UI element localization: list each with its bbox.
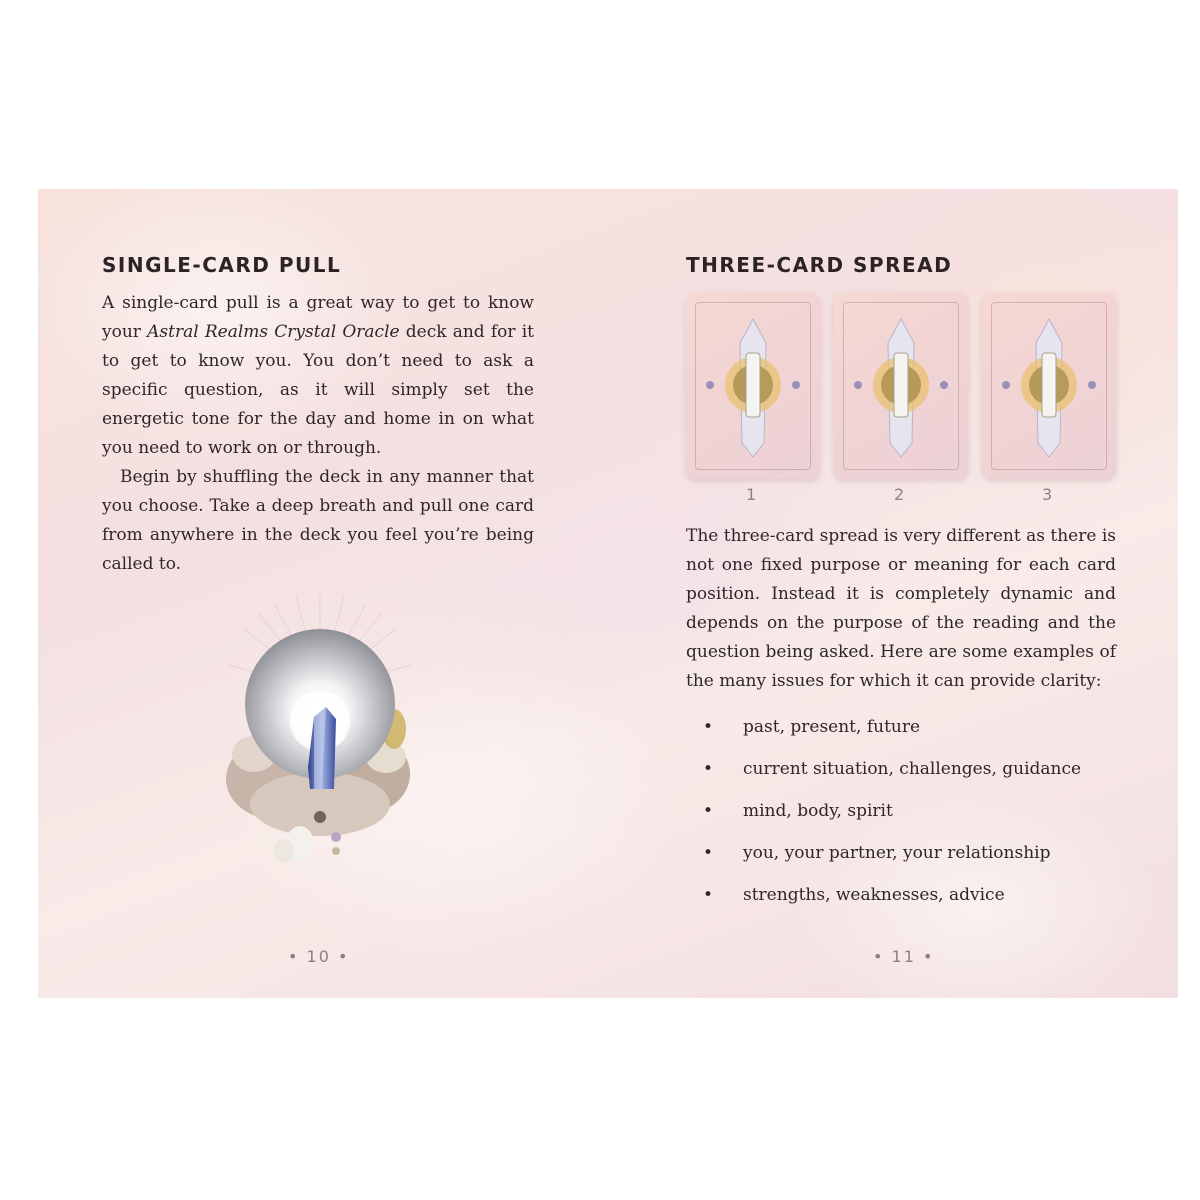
bullet-icon: • xyxy=(703,843,714,863)
book-spread xyxy=(38,189,1178,998)
list-item xyxy=(703,713,1081,755)
three-card-spread-text: The three-card spread is very different as there is not one fixed purpose or meaning for each card position. Instead it is completely dynamic and depends on the purpose of the reading and the question being asked. Here are some examples of the many issues for which it can provide clarity: xyxy=(686,526,1116,691)
card-position-label-1: 1 xyxy=(746,485,757,504)
crystal-emblem-icon xyxy=(982,293,1116,479)
bullet-icon: • xyxy=(703,717,714,737)
paragraph-intro-start: A single-card pull is a great way to get to know your xyxy=(102,293,534,342)
section-heading-three-card-spread: THREE-CARD SPREAD xyxy=(686,253,953,277)
paragraph-instructions: Begin by shuffling the deck in any manner that you choose. Take a deep breath and pull one card from anywhere in the deck you feel you’re being called to. xyxy=(102,467,534,574)
list-item-text: strengths, weaknesses, advice xyxy=(743,885,1005,905)
right-page xyxy=(608,189,1178,998)
example-issues-list xyxy=(703,713,1081,923)
list-item xyxy=(703,881,1081,923)
card-back-1 xyxy=(686,293,820,479)
single-card-pull-text xyxy=(102,289,534,579)
card-position-label-2: 2 xyxy=(894,485,905,504)
list-item xyxy=(703,755,1081,797)
list-item-text: past, present, future xyxy=(743,717,921,737)
crystal-emblem-icon xyxy=(834,293,968,479)
list-item-text: you, your partner, your relationship xyxy=(743,843,1051,863)
list-item-text: current situation, challenges, guidance xyxy=(743,759,1082,779)
section-heading-single-card-pull: SINGLE-CARD PULL xyxy=(102,253,342,277)
list-item xyxy=(703,839,1081,881)
left-page xyxy=(38,189,608,998)
crystal-moon-illustration xyxy=(214,589,426,889)
deck-title: Astral Realms Crystal Oracle xyxy=(147,322,400,342)
bullet-icon: • xyxy=(703,885,714,905)
paragraph-intro xyxy=(102,289,534,463)
bullet-icon: • xyxy=(703,801,714,821)
card-back-3 xyxy=(982,293,1116,479)
list-item xyxy=(703,797,1081,839)
bullet-icon: • xyxy=(703,759,714,779)
list-item-text: mind, body, spirit xyxy=(743,801,893,821)
card-back-2 xyxy=(834,293,968,479)
crystal-emblem-icon xyxy=(686,293,820,479)
card-position-label-3: 3 xyxy=(1042,485,1053,504)
page-number-right: • 11 • xyxy=(873,947,935,966)
page-number-left: • 10 • xyxy=(288,947,350,966)
paragraph-intro-end: deck and for it to get to know you. You don’t need to ask a specific question, as it will simply set the energetic tone for the day and home in on what you need to work on or through. xyxy=(102,322,534,458)
